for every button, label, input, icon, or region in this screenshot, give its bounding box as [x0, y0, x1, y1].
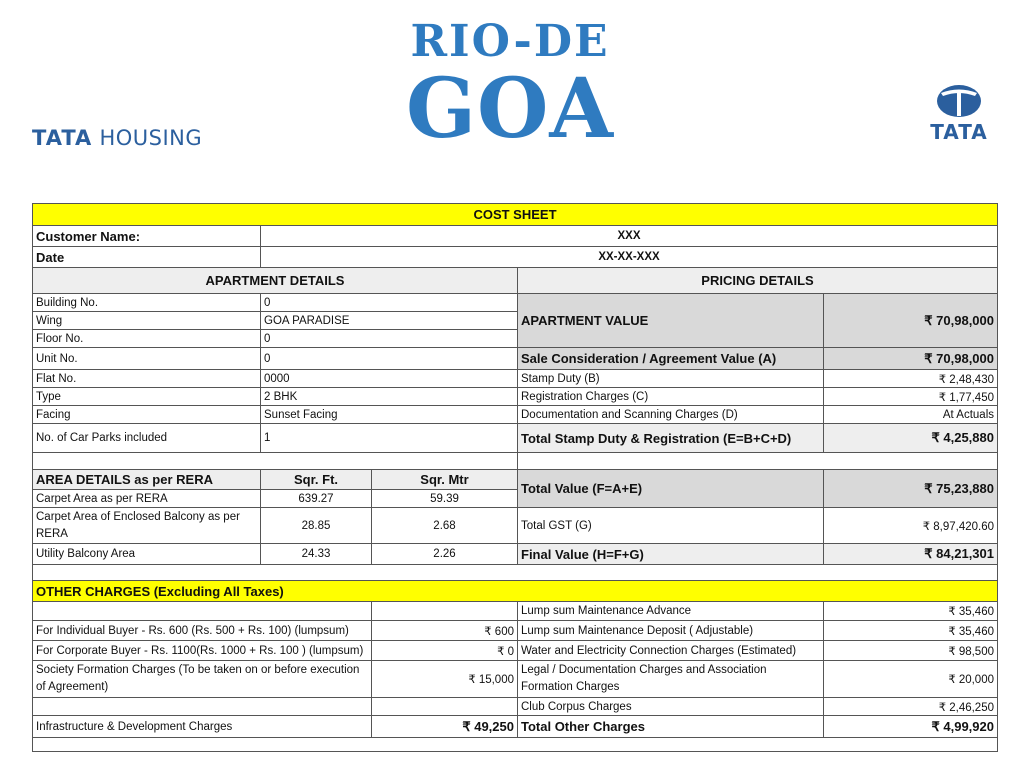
apartment-label: Facing [33, 406, 261, 424]
apartment-value: 0 [261, 330, 518, 348]
spacer-row [33, 738, 998, 752]
apartment-label: Flat No. [33, 370, 261, 388]
apartment-label: Type [33, 388, 261, 406]
other-left-label [33, 698, 372, 716]
other-right-label: Legal / Documentation Charges and Association Formation Charges [518, 661, 824, 698]
documentation-value: At Actuals [824, 406, 998, 424]
date-value: XX-XX-XXX [261, 247, 998, 268]
area-col-sqft: Sqr. Ft. [261, 470, 372, 490]
apartment-value: 0000 [261, 370, 518, 388]
apartment-label: Floor No. [33, 330, 261, 348]
other-right-value: ₹ 35,460 [824, 621, 998, 641]
area-row-sqm: 2.68 [372, 508, 518, 544]
other-right-value: ₹ 2,46,250 [824, 698, 998, 716]
customer-name-value: XXX [261, 226, 998, 247]
total-other-charges-value: ₹ 4,99,920 [824, 716, 998, 738]
other-left-value: ₹ 49,250 [372, 716, 518, 738]
final-value-amount: ₹ 84,21,301 [824, 544, 998, 565]
customer-name-label: Customer Name: [33, 226, 261, 247]
other-left-value [372, 602, 518, 621]
total-value-label: Total Value (F=A+E) [518, 470, 824, 508]
spacer-row [518, 453, 998, 470]
other-right-value: ₹ 98,500 [824, 641, 998, 661]
stamp-duty-label: Stamp Duty (B) [518, 370, 824, 388]
area-row-label: Carpet Area as per RERA [33, 490, 261, 508]
other-left-value: ₹ 15,000 [372, 661, 518, 698]
other-left-label: For Individual Buyer - Rs. 600 (Rs. 500 + Rs. 100) (lumpsum) [33, 621, 372, 641]
stamp-duty-value: ₹ 2,48,430 [824, 370, 998, 388]
other-left-label: For Corporate Buyer - Rs. 1100(Rs. 1000 + Rs. 100 ) (lumpsum) [33, 641, 372, 661]
apartment-value: 0 [261, 294, 518, 312]
apartment-label: Building No. [33, 294, 261, 312]
final-value-label: Final Value (H=F+G) [518, 544, 824, 565]
area-col-sqm: Sqr. Mtr [372, 470, 518, 490]
other-right-label: Lump sum Maintenance Advance [518, 602, 824, 621]
other-right-label: Lump sum Maintenance Deposit ( Adjustable) [518, 621, 824, 641]
apartment-label: Unit No. [33, 348, 261, 370]
apartment-value: 1 [261, 424, 518, 453]
apartment-label: No. of Car Parks included [33, 424, 261, 453]
area-row-sqft: 639.27 [261, 490, 372, 508]
cost-sheet-table [32, 203, 998, 752]
other-left-value [372, 698, 518, 716]
date-label: Date [33, 247, 261, 268]
area-row-sqft: 28.85 [261, 508, 372, 544]
apartment-details-heading: APARTMENT DETAILS [33, 268, 518, 294]
other-left-value: ₹ 0 [372, 641, 518, 661]
other-left-label [33, 602, 372, 621]
apartment-value: 2 BHK [261, 388, 518, 406]
gst-label: Total GST (G) [518, 508, 824, 544]
documentation-label: Documentation and Scanning Charges (D) [518, 406, 824, 424]
tata-wordmark: TATA [930, 120, 988, 144]
other-left-label: Society Formation Charges (To be taken on or before execution of Agreement) [33, 661, 372, 698]
registration-value: ₹ 1,77,450 [824, 388, 998, 406]
project-name-line1: RIO-DE [410, 16, 610, 67]
apartment-value-label: APARTMENT VALUE [518, 294, 824, 348]
pricing-details-heading: PRICING DETAILS [518, 268, 998, 294]
area-row-label: Utility Balcony Area [33, 544, 261, 565]
total-stamp-label: Total Stamp Duty & Registration (E=B+C+D) [518, 424, 824, 453]
other-right-value: ₹ 35,460 [824, 602, 998, 621]
other-left-label: Infrastructure & Development Charges [33, 716, 372, 738]
spacer-row [33, 565, 998, 581]
area-heading: AREA DETAILS as per RERA [33, 470, 261, 490]
tata-emblem-icon [935, 84, 983, 118]
area-row-sqm: 59.39 [372, 490, 518, 508]
apartment-value: Sunset Facing [261, 406, 518, 424]
spacer-row [33, 453, 518, 470]
apartment-value-amount: ₹ 70,98,000 [824, 294, 998, 348]
gst-value: ₹ 8,97,420.60 [824, 508, 998, 544]
other-right-value: ₹ 20,000 [824, 661, 998, 698]
apartment-value: GOA PARADISE [261, 312, 518, 330]
other-right-label: Water and Electricity Connection Charges (Estimated) [518, 641, 824, 661]
apartment-label: Wing [33, 312, 261, 330]
apartment-value: 0 [261, 348, 518, 370]
project-name-line2: GOA [405, 61, 615, 157]
sale-consideration-label: Sale Consideration / Agreement Value (A) [518, 348, 824, 370]
total-value-amount: ₹ 75,23,880 [824, 470, 998, 508]
total-stamp-value: ₹ 4,25,880 [824, 424, 998, 453]
other-left-value: ₹ 600 [372, 621, 518, 641]
total-other-charges-label: Total Other Charges [518, 716, 824, 738]
sale-consideration-value: ₹ 70,98,000 [824, 348, 998, 370]
tata-logo [924, 84, 994, 144]
area-row-sqm: 2.26 [372, 544, 518, 565]
project-logo [400, 16, 620, 157]
cost-sheet-title: COST SHEET [33, 204, 998, 226]
other-charges-heading: OTHER CHARGES (Excluding All Taxes) [33, 581, 998, 602]
tata-housing-logo: TATA HOUSING [32, 126, 203, 150]
area-row-sqft: 24.33 [261, 544, 372, 565]
registration-label: Registration Charges (C) [518, 388, 824, 406]
area-row-label: Carpet Area of Enclosed Balcony as per RERA [33, 508, 261, 544]
other-right-label: Club Corpus Charges [518, 698, 824, 716]
